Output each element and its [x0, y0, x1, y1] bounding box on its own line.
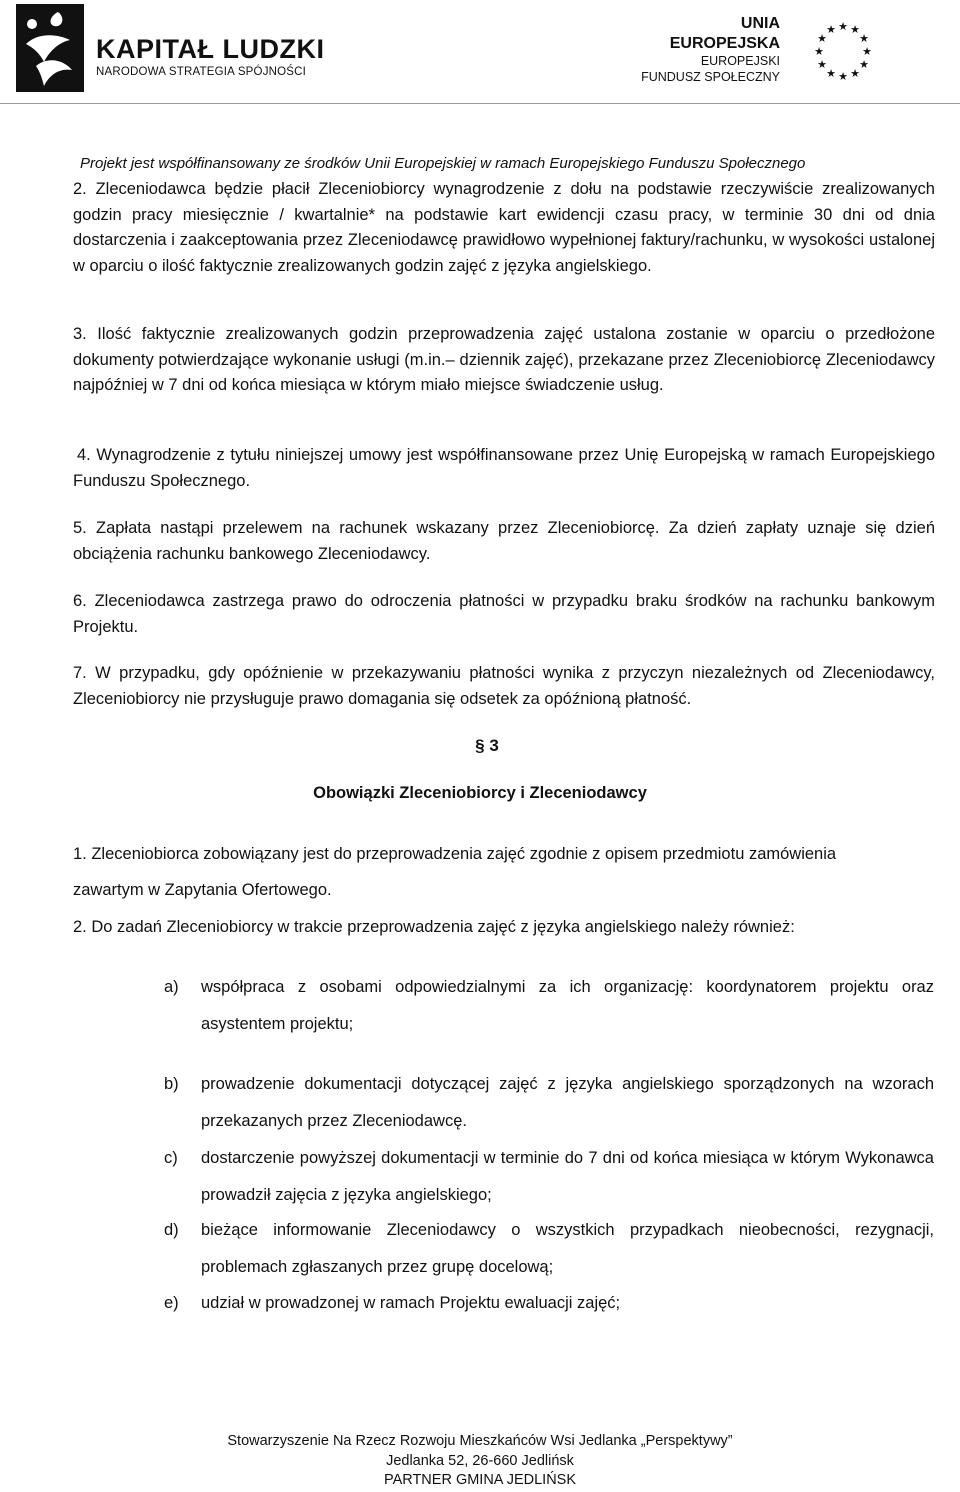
svg-text:★: ★: [850, 67, 860, 80]
item-2: [73, 910, 935, 946]
subitem-text: współpraca z osobami odpowiedzialnymi za ich organizację: koordynatorem projektu oraz asystentem projektu;: [201, 978, 934, 1033]
paragraph-4: [73, 443, 935, 494]
item-1: [73, 837, 935, 908]
footer-partner: PARTNER GMINA JEDLIŃSK: [383, 1472, 577, 1488]
svg-text:★: ★: [859, 58, 869, 71]
subitem-e: [164, 1285, 934, 1322]
paragraph-4-text: 4. Wynagrodzenie z tytułu niniejszej umowy jest współfinansowane przez Unię Europejską w ramach Europejskiego Funduszu Społecznego.: [73, 446, 935, 490]
svg-text:★: ★: [838, 70, 848, 83]
subitem-label: a): [164, 978, 179, 996]
eu-logo: [640, 14, 940, 84]
section-title: Obowiązki Zleceniobiorcy i Zleceniodawcy: [313, 784, 647, 802]
paragraph-6: [73, 589, 935, 640]
subitem-a: [164, 969, 934, 1043]
kapital-ludzki-emblem-icon: [14, 4, 86, 94]
subitem-text: prowadzenie dokumentacji dotyczącej zajęć z języka angielskiego sporządzonych na wzorach przekazanych przez Zleceniodawcę.: [201, 1075, 934, 1130]
svg-text:★: ★: [862, 45, 872, 58]
kapital-ludzki-subtitle: NARODOWA STRATEGIA SPÓJNOŚCI: [96, 66, 307, 78]
paragraph-7-text: 7. W przypadku, gdy opóźnienie w przekazywaniu płatności wynika z przyczyn niezależnych od Zleceniodawcy, Zleceniobiorcy nie przysługuje prawo domagania się odsetek za opóźnioną płatność.: [73, 664, 935, 708]
kapital-ludzki-logo: [14, 4, 325, 94]
svg-text:★: ★: [850, 23, 860, 36]
paragraph-7: [73, 661, 935, 712]
subitem-label: b): [164, 1075, 179, 1093]
eu-fund-line1: EUROPEJSKI: [700, 54, 780, 68]
paragraph-2: [73, 177, 935, 279]
paragraph-3-text: 3. Ilość faktycznie zrealizowanych godzin przeprowadzenia zajęć ustalona zostanie w oparciu o przedłożone dokumenty potwierdzające wykonanie usługi (m.in.– dziennik zajęć), przekazane przez Zleceniobiorcę Zleceniodawcy najpóźniej w 7 dni od końca miesiąca w którym miało miejsce świadczenie usług.: [73, 325, 935, 394]
item-2-text: 2. Do zadań Zleceniobiorcy w trakcie przeprowadzenia zajęć z języka angielskiego należy również:: [73, 918, 795, 936]
section-number: § 3: [475, 736, 499, 755]
footer: [0, 1432, 960, 1491]
subitem-label: c): [164, 1149, 178, 1167]
paragraph-5: [73, 516, 935, 567]
svg-text:★: ★: [826, 23, 836, 36]
eu-fund-line2: FUNDUSZ SPOŁECZNY: [641, 69, 780, 84]
paragraph-2-text: 2. Zleceniodawca będzie płacił Zleceniobiorcy wynagrodzenie z dołu na podstawie rzeczywiście zrealizowanych godzin pracy miesięcznie / kwartalnie* na podstawie kart ewidencji czasu pracy, w terminie 30 dni od dnia dostarczenia i zaakceptowania przez Zleceniodawcę prawidłowo wypełnionej faktury/rachunku, w wysokości ustalonej w oparciu o ilość faktycznie zrealizowanych godzin zajęć z języka angielskiego.: [73, 180, 935, 275]
eu-title: UNIA EUROPEJSKA: [669, 15, 780, 52]
svg-text:★: ★: [826, 67, 836, 80]
subitem-label: e): [164, 1294, 179, 1312]
svg-text:★: ★: [817, 32, 827, 45]
subitem-c: [164, 1140, 934, 1214]
subitem-text: dostarczenie powyższej dokumentacji w terminie do 7 dni od końca miesiąca w którym Wykonawca prowadził zajęcia z języka angielskiego;: [201, 1149, 934, 1204]
kapital-ludzki-title: KAPITAŁ LUDZKI: [96, 34, 325, 64]
paragraph-5-text: 5. Zapłata nastąpi przelewem na rachunek wskazany przez Zleceniobiorcę. Za dzień zapłaty uznaje się dzień obciążenia rachunku bankowego Zleceniodawcy.: [73, 519, 935, 563]
header-divider: [0, 103, 960, 104]
svg-text:★: ★: [859, 32, 869, 45]
subitem-text: bieżące informowanie Zleceniodawcy o wszystkich przypadkach nieobecności, rezygnacji, problemach zgłaszanych przez grupę docelową;: [201, 1221, 934, 1276]
item-1-text: 1. Zleceniobiorca zobowiązany jest do przeprowadzenia zajęć zgodnie z opisem przedmiotu zamówienia zawartym w Zapytania Ofertowego.: [73, 845, 837, 899]
svg-text:★: ★: [838, 20, 848, 33]
paragraph-6-text: 6. Zleceniodawca zastrzega prawo do odroczenia płatności w przypadku braku środków na rachunku bankowym Projektu.: [73, 592, 935, 636]
paragraph-3: [73, 322, 935, 399]
eu-stars-icon: [810, 18, 876, 84]
svg-text:★: ★: [817, 58, 827, 71]
subitem-text: udział w prowadzonej w ramach Projektu ewaluacji zajęć;: [201, 1294, 621, 1312]
svg-text:★: ★: [814, 45, 824, 58]
subitem-d: [164, 1212, 934, 1286]
subitem-label: d): [164, 1221, 179, 1239]
footer-address: Jedlanka 52, 26-660 Jedlińsk: [386, 1452, 574, 1469]
footer-organization: Stowarzyszenie Na Rzecz Rozwoju Mieszkańców Wsi Jedlanka „Perspektywy”: [227, 1433, 733, 1449]
cofinance-note: Projekt jest współfinansowany ze środków Unii Europejskiej w ramach Europejskiego Funduszu Społecznego: [80, 155, 806, 172]
subitem-b: [164, 1066, 934, 1140]
